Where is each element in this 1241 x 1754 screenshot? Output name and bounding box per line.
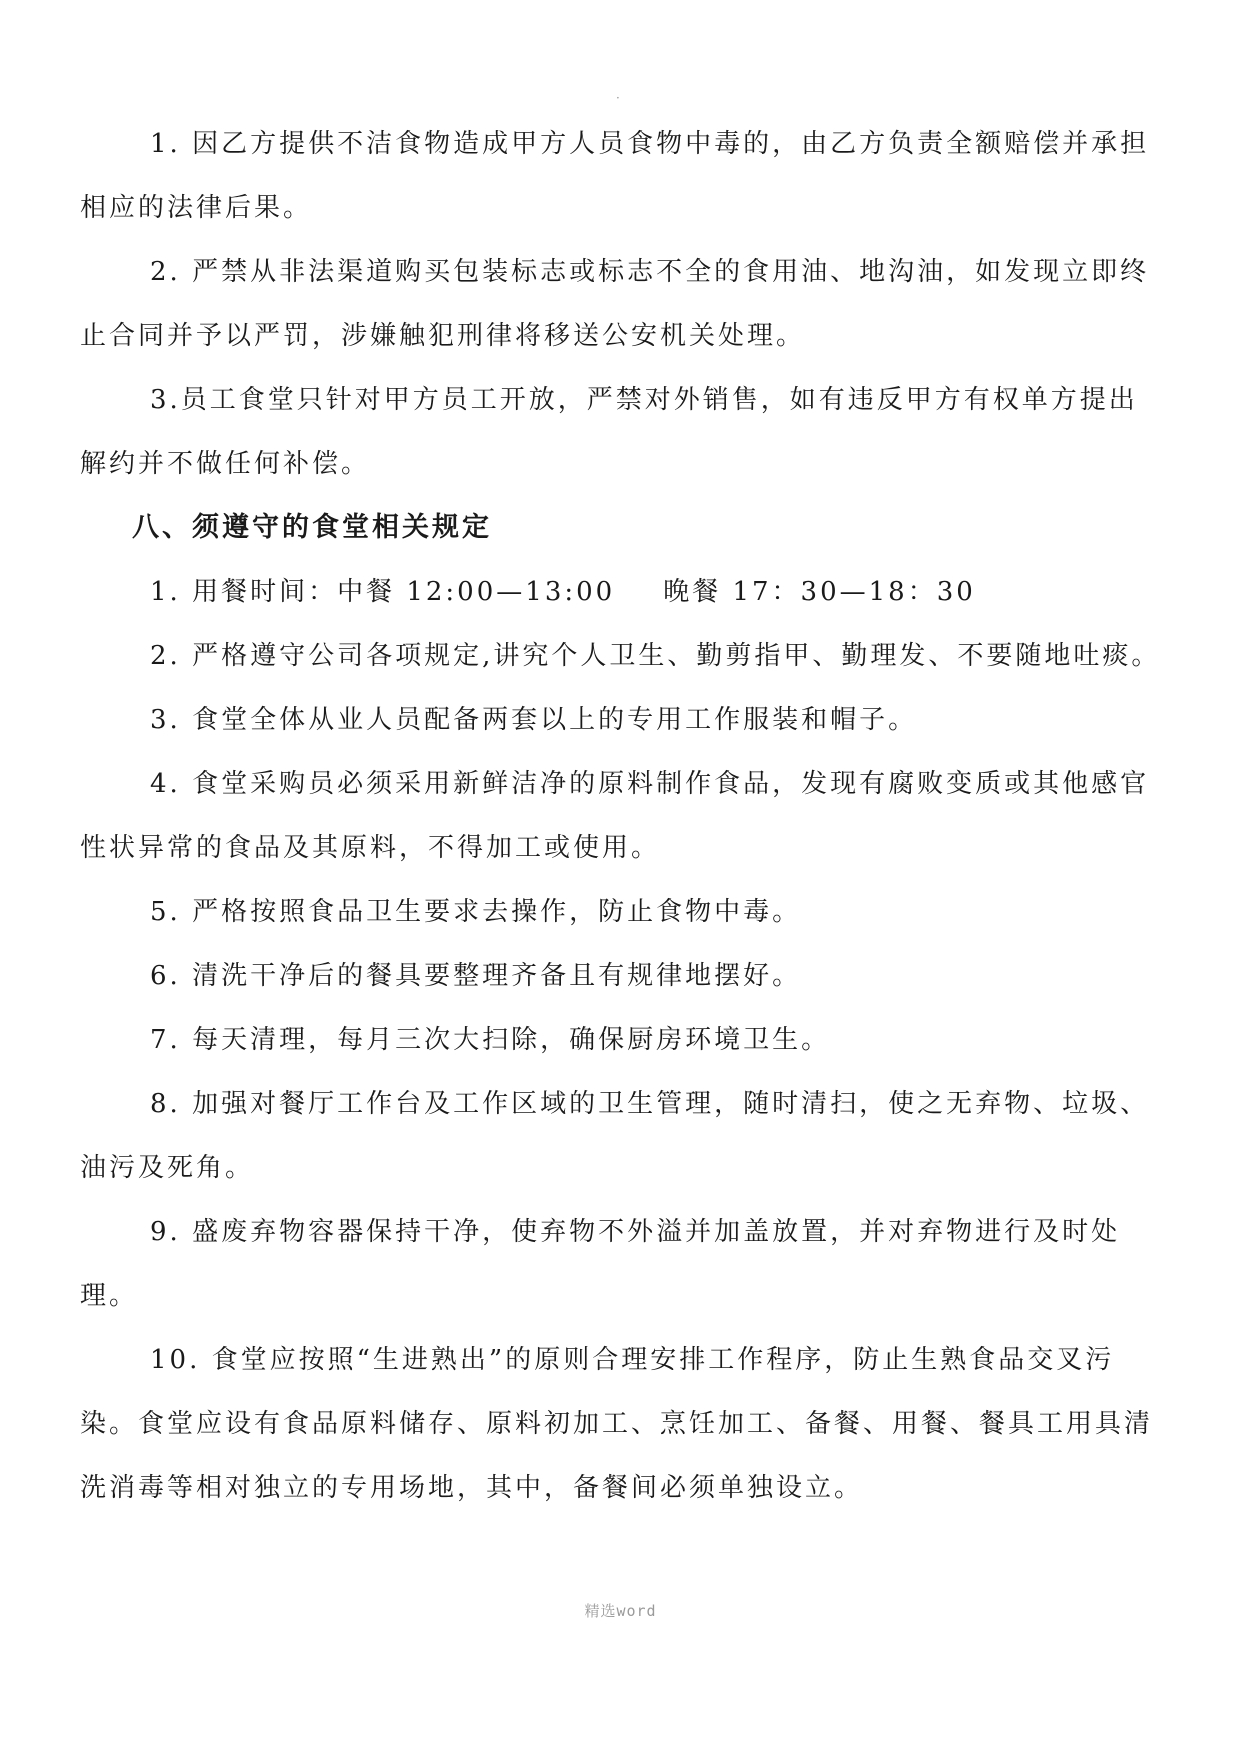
page-footer: 精选word xyxy=(584,1602,657,1620)
rule-7: 7. 每天清理，每月三次大扫除，确保厨房环境卫生。 xyxy=(150,1025,831,1055)
rule-5: 5. 严格按照食品卫生要求去操作，防止食物中毒。 xyxy=(150,897,802,927)
clause-prev-3: 3.员工食堂只针对甲方员工开放，严禁对外销售，如有违反甲方有权单方提出解约并不做任何补偿。 xyxy=(80,385,1138,479)
rule-9: 9. 盛废弃物容器保持干净，使弃物不外溢并加盖放置，并对弃物进行及时处理。 xyxy=(80,1217,1121,1311)
top-mark: · xyxy=(616,91,620,105)
meal-time-prefix: 1. 用餐时间： xyxy=(150,577,338,607)
dinner-time: 晚餐 17：30—18：30 xyxy=(663,577,976,607)
meal-time-rule xyxy=(80,560,1166,624)
rule-2: 2. 严格遵守公司各项规定,讲究个人卫生、勤剪指甲、勤理发、不要随地吐痰。 xyxy=(150,641,1161,671)
section-heading: 八、须遵守的食堂相关规定 xyxy=(132,512,492,543)
rule-3: 3. 食堂全体从业人员配备两套以上的专用工作服装和帽子。 xyxy=(150,705,918,735)
rule-10: 10. 食堂应按照“生进熟出”的原则合理安排工作程序，防止生熟食品交叉污染。食堂应设有食品原料储存、原料初加工、烹饪加工、备餐、用餐、餐具工用具清洗消毒等相对独立的专用场地，其中，备餐间必须单独设立。 xyxy=(80,1345,1154,1503)
lunch-time: 中餐 12:00—13:00 xyxy=(337,577,616,607)
clause-prev-1: 1. 因乙方提供不洁食物造成甲方人员食物中毒的，由乙方负责全额赔偿并承担相应的法律后果。 xyxy=(80,129,1150,223)
rule-4: 4. 食堂采购员必须采用新鲜洁净的原料制作食品，发现有腐败变质或其他感官性状异常的食品及其原料，不得加工或使用。 xyxy=(80,769,1150,863)
clause-prev-2: 2. 严禁从非法渠道购买包装标志或标志不全的食用油、地沟油，如发现立即终止合同并予以严罚，涉嫌触犯刑律将移送公安机关处理。 xyxy=(80,257,1150,351)
rule-8: 8. 加强对餐厅工作台及工作区域的卫生管理，随时清扫，使之无弃物、垃圾、油污及死角。 xyxy=(80,1089,1150,1183)
rule-6: 6. 清洗干净后的餐具要整理齐备且有规律地摆好。 xyxy=(150,961,802,991)
document-body xyxy=(80,112,1166,1520)
